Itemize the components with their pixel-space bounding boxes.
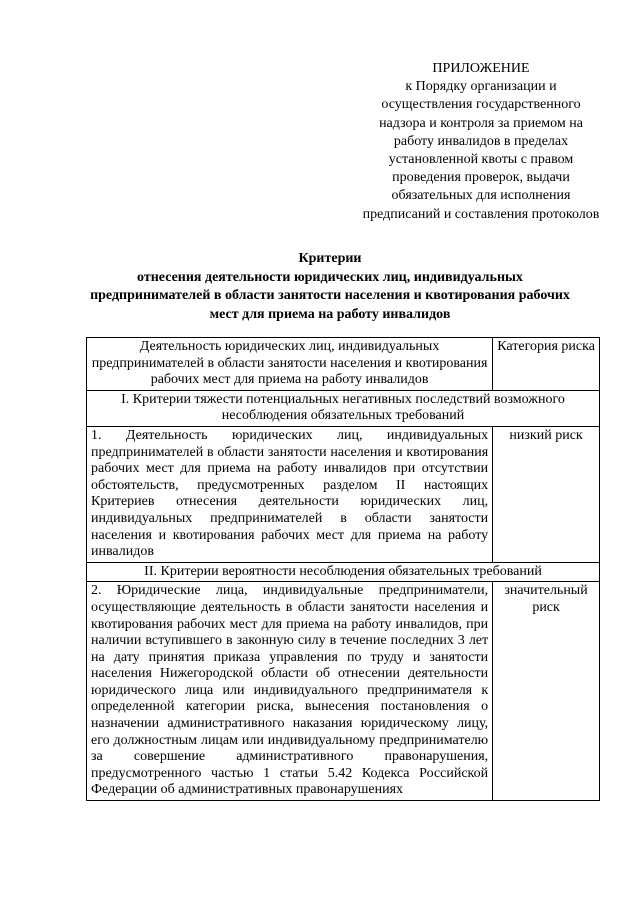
section-2-title: II. Критерии вероятности несоблюдения обязательных требований — [87, 562, 600, 582]
section-1-title: I. Критерии тяжести потенциальных негативных последствий возможного несоблюдения обязательных требований — [87, 390, 600, 426]
table-row — [87, 426, 600, 562]
appendix-block — [362, 60, 600, 224]
section-row — [87, 562, 600, 582]
table-row — [87, 582, 600, 801]
row-1-risk: низкий риск — [493, 426, 600, 562]
row-1-activity: 1. Деятельность юридических лиц, индивидуальных предпринимателей в области занятости населения и квотирования рабочих мест для приема на работу инвалидов при отсутствии обстоятельств, предусмотренных разделом II настоящих Критериев отнесения деятельности юридических лиц, индивидуальных предпринимателей в области занятости населения и квотирования рабочих мест для приема на работу инвалидов — [87, 426, 493, 562]
section-row — [87, 390, 600, 426]
document-title: Критерии — [298, 251, 362, 266]
header-risk-category: Категория риска — [493, 338, 600, 391]
header-activity: Деятельность юридических лиц, индивидуальных предпринимателей в области занятости населения и квотирования рабочих мест для приема на работу инвалидов — [87, 338, 493, 391]
document-subtitle: отнесения деятельности юридических лиц, индивидуальных предпринимателей в области занятости населения и квотирования рабочих мест для приема на работу инвалидов — [90, 269, 570, 322]
appendix-title: ПРИЛОЖЕНИЕ — [432, 61, 530, 76]
criteria-table — [86, 337, 600, 801]
document-heading — [80, 250, 580, 324]
row-2-risk: значительный риск — [493, 582, 600, 801]
appendix-body: к Порядку организации и осуществления государственного надзора и контроля за приемом на работу инвалидов в пределах установленной квоты с правом проведения проверок, выдачи обязательных для исполнения предписаний и составления протоколов — [362, 79, 600, 222]
row-2-activity: 2. Юридические лица, индивидуальные предприниматели, осуществляющие деятельность в области занятости населения и квотирования рабочих мест для приема на работу инвалидов, при наличии вступившего в законную силу в течение последних 3 лет на дату принятия приказа управления по труду и занятости населения Нижегородской области об отнесении деятельности юридического лица или индивидуального предпринимателя к определенной категории риска, вынесения постановления о назначении административного наказания юридическому лицу, его должностным лицам или индивидуальному предпринимателю за совершение административного правонарушения, предусмотренного частью 1 статьи 5.42 Кодекса Российской Федерации об административных правонарушениях — [87, 582, 493, 801]
table-header-row — [87, 338, 600, 391]
